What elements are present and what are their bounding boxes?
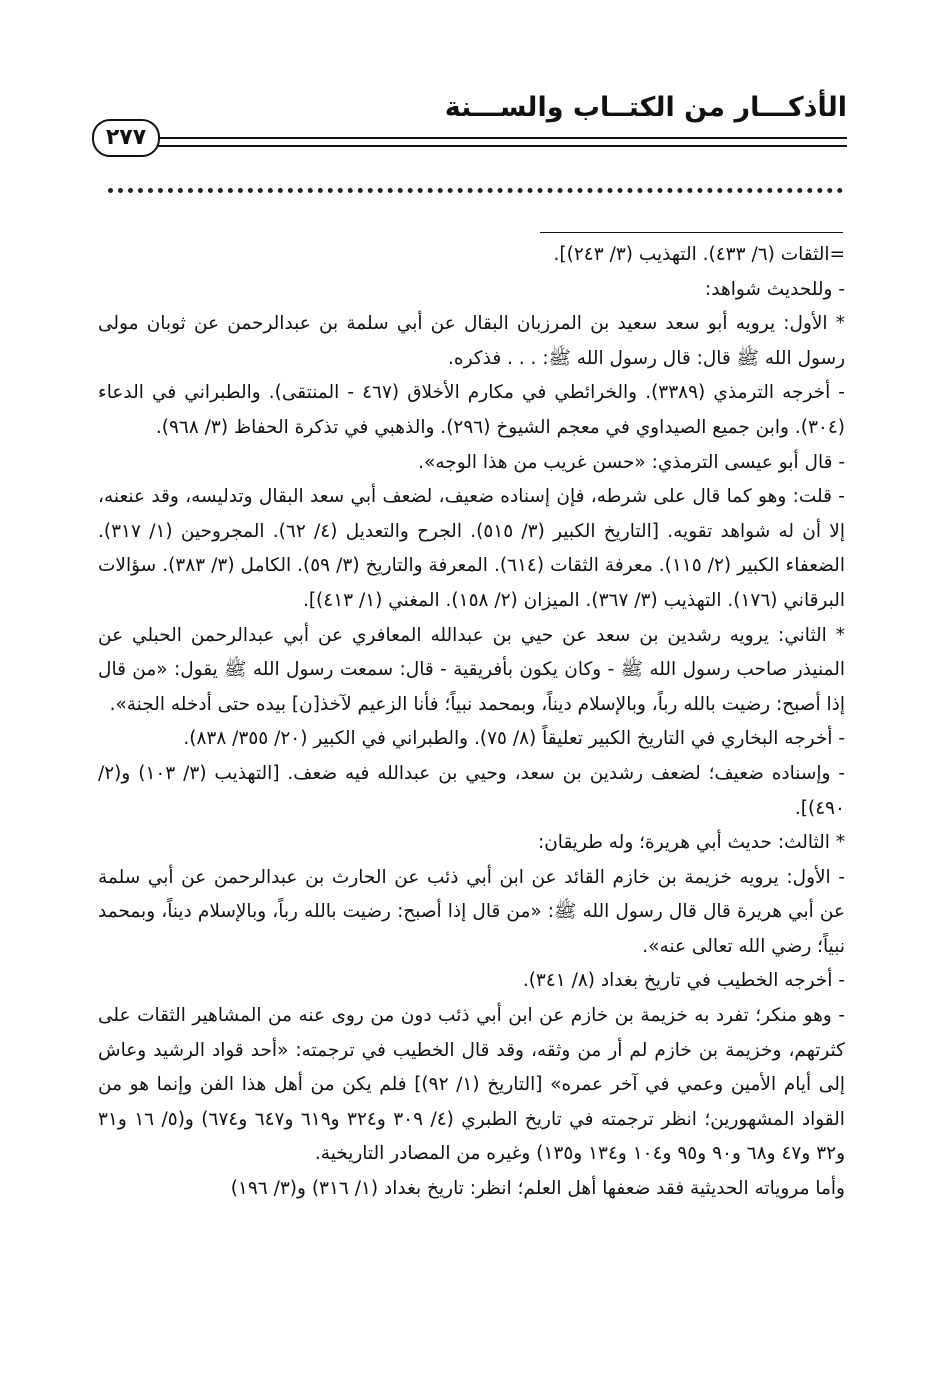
- dotted-separator: [108, 188, 843, 193]
- paragraph: - وإسناده ضعيف؛ لضعف رشدين بن سعد، وحيي بن عبدالله فيه ضعف. [التهذيب (٣/ ١٠٣) و(٢/ ٤٩٠)].: [98, 762, 846, 819]
- paragraph: وأما مروياته الحديثية فقد ضعفها أهل العلم؛ انظر: تاريخ بغداد (١/ ٣١٦) و(٣/ ١٩٦): [230, 1178, 845, 1200]
- paragraph: * الأول: يرويه أبو سعد سعيد بن المرزبان البقال عن أبي سلمة بن عبدالرحمن عن ثوبان مولى رسول الله ﷺ قال: قال رسول الله ﷺ: . . . فذكره.: [98, 313, 845, 369]
- paragraph: =الثقات (٦/ ٤٣٣). التهذيب (٣/ ٢٤٣)].: [553, 244, 845, 265]
- header-double-rule: [150, 137, 847, 147]
- paragraph: - أخرجه الترمذي (٣٣٨٩). والخرائطي في مكارم الأخلاق (٤٦٧ - المنتقى). والطبراني في الدعاء (٣٠٤). وابن جميع الصيداوي في معجم الشيوخ (٢٩٦). والذهبي في تذكرة الحفاظ (٣/ ٩٦٨).: [98, 382, 845, 438]
- paragraph: - أخرجه الخطيب في تاريخ بغداد (٨/ ٣٤١).: [522, 970, 845, 992]
- paragraph: - وهو منكر؛ تفرد به خزيمة بن خازم عن ابن أبي ذئب دون من روى عنه من المشاهير الثقات على كثرتهم، وخزيمة بن خازم لم أر من وثقه، وقد قال الخطيب في ترجمته: «أحد قواد الرشيد وعاش إلى أيام الأمين وعمي في آخر عمره» [التاريخ (١/ ٩٢)] فلم يكن من أهل هذا الفن وإنما هو من القواد المشهورين؛ انظر ترجمته في تاريخ الطبري (٤/ ٣٠٩ و٣٢٤ و٦١٩ و٦٤٧ و٦٧٤) و(٥/ ١٦ و٣١ و٣٢ و٤٧ و٦٨ و٩٠ و٩٥ و١٠٤ و١٣٤ و١٣٥) وغيره من المصادر التاريخية.: [98, 1005, 845, 1165]
- paragraph: * الثالث: حديث أبي هريرة؛ وله طريقان:: [537, 832, 845, 854]
- paragraph: - وللحديث شواهد:: [705, 278, 845, 300]
- paragraph: * الثاني: يرويه رشدين بن سعد عن حيي بن عبدالله المعافري عن أبي عبدالرحمن الحبلي عن المنيذر صاحب رسول الله ﷺ - وكان يكون بأفريقية - قال: سمعت رسول الله ﷺ يقول: «من قال إذا أصبح: رضيت بالله رباً، وبالإسلام ديناً، وبمحمد نبياً؛ فأنا الزعيم لآخذ[ن] بيده حتى أدخله الجنة».: [98, 624, 845, 715]
- page-number-badge: ٢٧٧: [92, 119, 160, 157]
- paragraph: - قال أبو عيسى الترمذي: «حسن غريب من هذا الوجه».: [418, 451, 845, 473]
- paragraph: - أخرجه البخاري في التاريخ الكبير تعليقاً (٨/ ٧٥). والطبراني في الكبير (٢٠/ ٣٥٥/ ٨٣٨).: [183, 728, 845, 750]
- paragraph: - قلت: وهو كما قال على شرطه، فإن إسناده ضعيف، لضعف أبي سعد البقال وتدليسه، وقد عنعنه، إلا أن له شواهد تقويه. [التاريخ الكبير (٣/ ٥١٥). الجرح والتعديل (٤/ ٦٢). المجروحين (١/ ٣١٧). الضعفاء الكبير (٢/ ١١٥). معرفة الثقات (٦١٤). المعرفة والتاريخ (٣/ ٥٩). الكامل (٣/ ٣٨٣). سؤالات البرقاني (١٧٦). التهذيب (٣/ ٣٦٧). الميزان (٢/ ١٥٨). المغني (١/ ٤١٣)].: [98, 486, 845, 611]
- running-header-title: الأذكـــار من الكتــاب والســـنة: [444, 92, 847, 123]
- footnote-rule: [540, 232, 843, 233]
- footnote-body: [98, 238, 845, 1207]
- paragraph: - الأول: يرويه خزيمة بن خازم القائد عن ابن أبي ذئب عن الحارث بن عبدالرحمن عن أبي سلمة عن أبي هريرة قال قال رسول الله ﷺ: «من قال إذا أصبح: رضيت بالله رباً، وبالإسلام ديناً، وبمحمد نبياً؛ رضي الله تعالى عنه».: [98, 866, 845, 957]
